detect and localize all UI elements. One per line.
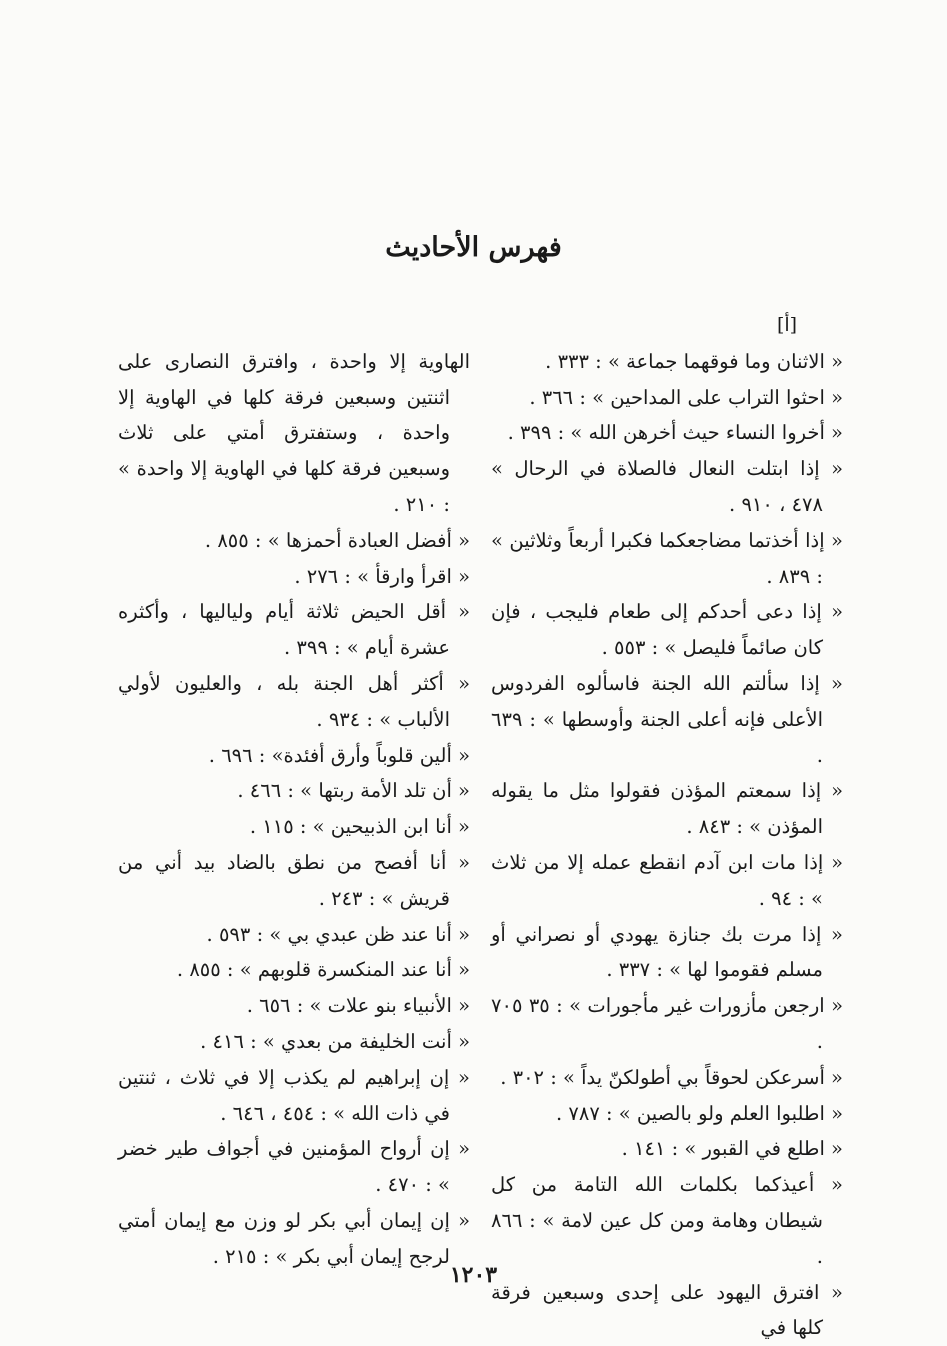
index-column-right	[491, 308, 843, 1346]
hadith-entry: « أخروا النساء حيث أخرهن الله » : ٣٩٩ .	[507, 421, 843, 445]
hadith-entry: « إذا سمعتم المؤذن فقولوا مثل ما يقوله المؤذن » : ٨٤٣ .	[491, 779, 843, 839]
hadith-entry: « أنا عند ظن عبدي بي » : ٥٩٣ .	[206, 922, 470, 946]
page-number: ١٢٠٣	[449, 1262, 498, 1288]
hadith-entry: « أقل الحيض ثلاثة أيام ولياليها ، وأكثره عشرة أيام » : ٣٩٩ .	[118, 600, 470, 660]
hadith-entry: « أن تلد الأمة ربتها » : ٤٦٦ .	[237, 779, 470, 803]
hadith-entry: « إذا مرت بك جنازة يهودي أو نصراني أو مسلم فقوموا لها » : ٣٣٧ .	[491, 922, 843, 982]
hadith-entry: « إذا دعى أحدكم إلى طعام فليجب ، فإن كان صائماً فليصل » : ٥٥٣ .	[491, 600, 843, 660]
hadith-entry: « أنا عند المنكسرة قلوبهم » : ٨٥٥ .	[176, 958, 470, 982]
section-letter-alif: [أ]	[776, 314, 798, 336]
hadith-entry: « الأنبياء بنو علات » : ٦٥٦ .	[246, 994, 470, 1018]
hadith-entry: « ارجعن مأزورات غير مأجورات » : ٣٥ ٧٠٥ .	[491, 994, 843, 1053]
hadith-entry: « إذا سألتم الله الجنة فاسألوه الفردوس الأعلى فإنه أعلى الجنة وأوسطها » : ٦٣٩ .	[491, 671, 843, 767]
hadith-entry: « أنا ابن الذبيحين » : ١١٥ .	[249, 815, 470, 839]
page-title: فهرس الأحاديث	[385, 232, 562, 263]
hadith-entry: « إن إيمان أبي بكر لو وزن مع إيمان أمتي لرجح إيمان أبي بكر » : ٢١٥ .	[118, 1208, 470, 1268]
hadith-entry: « إن إبراهيم لم يكذب إلا في ثلاث ، ثنتين في ذات الله » : ٤٥٤ ، ٦٤٦ .	[118, 1065, 470, 1125]
hadith-entry: « اقرأ وارقأ » : ٢٧٦ .	[294, 564, 470, 588]
hadith-entry: « ألين قلوباً وأرق أفئدة» : ٦٩٦ .	[208, 743, 470, 767]
index-column-left	[118, 308, 470, 1275]
hadith-entry: « إذا أخذتما مضاجعكما فكبرا أربعاً وثلاثين » : ٨٣٩ .	[491, 528, 843, 588]
hadith-entry: « الاثنان وما فوقهما جماعة » : ٣٣٣ .	[545, 349, 843, 373]
column-spacer	[118, 308, 470, 344]
hadith-entry: « إذا ابتلت النعال فالصلاة في الرحال » ٤٧٨ ، ٩١٠ .	[491, 457, 843, 516]
hadith-entry: « أفضل العبادة أحمزها » : ٨٥٥ .	[204, 528, 470, 552]
hadith-entry: « أنت الخليفة من بعدي » : ٤١٦ .	[200, 1029, 470, 1053]
hadith-entry: « افترق اليهود على إحدى وسبعين فرقة كلها في	[491, 1280, 843, 1340]
hadith-entry: « أسرعكن لحوقاً بي أطولكنّ يداً » : ٣٠٢ .	[500, 1065, 843, 1089]
hadith-entry: « أنا أفصح من نطق بالضاد بيد أني من قريش » : ٢٤٣ .	[118, 850, 470, 910]
hadith-entry: « اطلع في القبور » : ١٤١ .	[621, 1137, 843, 1161]
hadith-entry: « إن أرواح المؤمنين في أجواف طير خضر » : ٤٧٠ .	[118, 1137, 470, 1197]
hadith-entry: « أعيذكما بكلمات الله التامة من كل شيطان وهامة ومن كل عين لامة » : ٨٦٦ .	[491, 1173, 843, 1268]
hadith-entry-continued: الهاوية إلا واحدة ، وافترق النصارى على اثنتين وسبعين فرقة كلها في الهاوية إلا واحدة ، وستفترق أمتي على ثلاث وسبعين فرقة كلها في الهاوية إلا واحدة » : ٢١٠ .	[118, 349, 470, 516]
hadith-entry: « اطلبوا العلم ولو بالصين » : ٧٨٧ .	[556, 1101, 843, 1125]
hadith-entry: « احثوا التراب على المداحين » : ٣٦٦ .	[529, 385, 843, 409]
hadith-entry: « أكثر أهل الجنة بله ، والعليون لأولي الألباب » : ٩٣٤ .	[118, 671, 470, 731]
hadith-entry: « إذا مات ابن آدم انقطع عمله إلا من ثلاث » : ٩٤ .	[491, 850, 843, 910]
